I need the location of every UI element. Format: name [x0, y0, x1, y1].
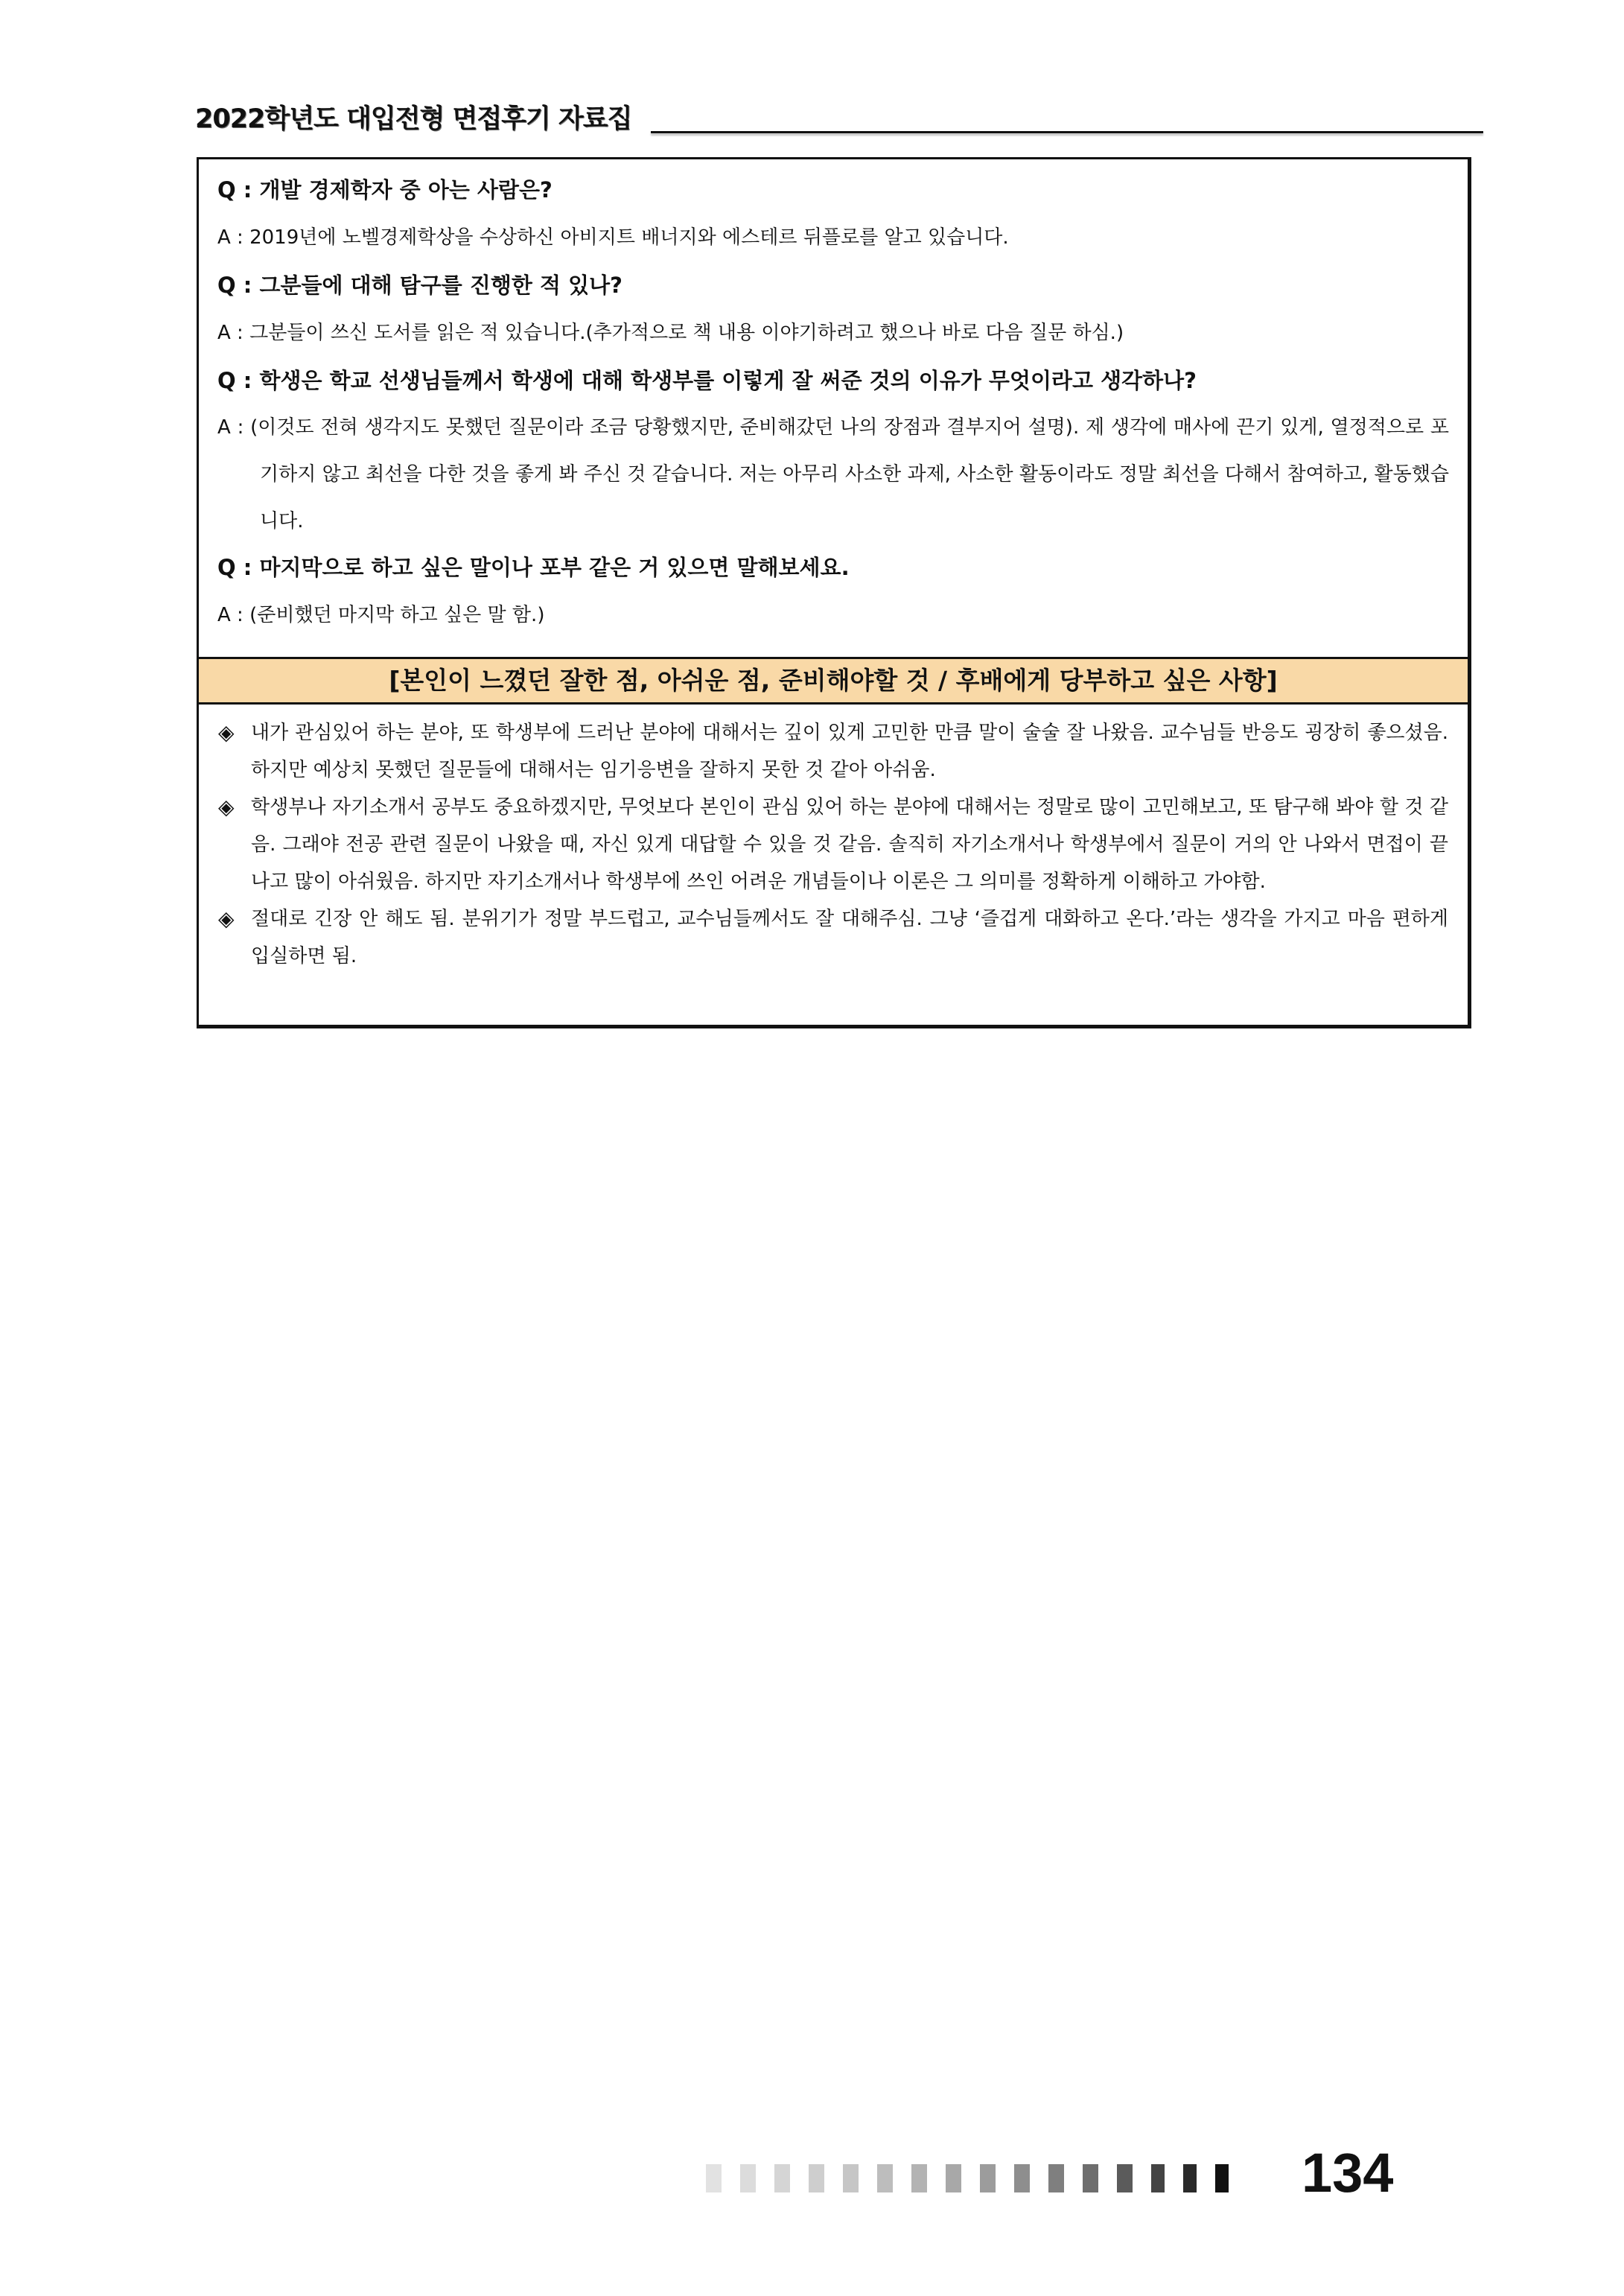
summary-heading: [본인이 느꼈던 잘한 점, 아쉬운 점, 준비해야할 것 / 후배에게 당부하고 싶은 사항]: [199, 659, 1468, 705]
footer-block: [1117, 2164, 1133, 2192]
footer-block: [843, 2164, 859, 2192]
footer-block: [911, 2164, 927, 2192]
summary-item-text: 학생부나 자기소개서 공부도 중요하겠지만, 무엇보다 본인이 관심 있어 하는 분야에 대해서는 정말로 많이 고민해보고, 또 탐구해 봐야 할 것 같음. 그래야 전공 관련 질문이 나왔을 때, 자신 있게 대답할 수 있을 것 같음. 솔직히 자기소개서나 학생부에서 질문이 거의 안 나와서 면접이 끝나고 많이 아쉬웠음. 하지만 자기소개서나 학생부에 쓰인 어려운 개념들이나 이론은 그 의미를 정확하게 이해하고 가야함.: [251, 796, 1448, 893]
footer-block: [1183, 2164, 1197, 2192]
summary-item-text: 내가 관심있어 하는 분야, 또 학생부에 드러난 분야에 대해서는 깊이 있게 고민한 만큼 말이 술술 잘 나왔음. 교수님들 반응도 굉장히 좋으셨음. 하지만 예상치 못했던 질문들에 대해서는 임기응변을 잘하지 못한 것 같아 아쉬움.: [251, 722, 1448, 781]
page-number: 134: [1302, 2142, 1394, 2204]
page-header: [195, 95, 1483, 137]
footer-block: [706, 2164, 722, 2192]
summary-item-text: 절대로 긴장 안 해도 됨. 분위기가 정말 부드럽고, 교수님들께서도 잘 대해주심. 그냥 ‘즐겁게 대화하고 온다.’라는 생각을 가지고 마음 편하게 입실하면 됨.: [251, 908, 1448, 967]
gradient-block-bar: [706, 2164, 1229, 2192]
question-4: Q : 마지막으로 하고 싶은 말이나 포부 같은 거 있으면 말해보세요.: [217, 555, 850, 580]
diamond-bullet-icon: ◈: [218, 720, 235, 745]
footer-block: [809, 2164, 824, 2192]
summary-list: [218, 714, 1448, 975]
footer-block: [1014, 2164, 1030, 2192]
question-2: Q : 그분들에 대해 탐구를 진행한 적 있나?: [217, 273, 622, 298]
answer-3: A : (이것도 전혀 생각지도 못했던 질문이라 조금 당황했지만, 준비해갔던 나의 장점과 결부지어 설명). 제 생각에 매사에 끈기 있게, 열정적으로 포기하지 않고 최선을 다한 것을 좋게 봐 주신 것 같습니다. 저는 아무리 사소한 과제, 사소한 활동이라도 정말 최선을 다해서 참여하고, 활동했습니다.: [217, 416, 1449, 532]
footer-block: [1083, 2164, 1098, 2192]
diamond-bullet-icon: ◈: [218, 906, 235, 931]
summary-item: [218, 789, 1448, 900]
footer-block: [877, 2164, 893, 2192]
answer-4: A : (준비했던 마지막 하고 싶은 말 함.): [217, 604, 545, 626]
summary-item: [218, 900, 1448, 975]
footer-block: [774, 2164, 790, 2192]
interview-box: [197, 157, 1471, 1028]
footer-block: [946, 2164, 961, 2192]
header-rule: [651, 131, 1483, 133]
footer-block: [1151, 2164, 1165, 2192]
footer-block: [1048, 2164, 1064, 2192]
answer-1: A : 2019년에 노벨경제학상을 수상하신 아비지트 배너지와 에스테르 뒤플로를 알고 있습니다.: [217, 226, 1009, 249]
summary-item: [218, 714, 1448, 789]
footer-block: [980, 2164, 996, 2192]
footer-block: [1215, 2164, 1229, 2192]
qa-section: [199, 159, 1468, 665]
question-3: Q : 학생은 학교 선생님들께서 학생에 대해 학생부를 이렇게 잘 써준 것의 이유가 무엇이라고 생각하나?: [217, 368, 1197, 393]
footer-block: [740, 2164, 756, 2192]
diamond-bullet-icon: ◈: [218, 795, 235, 819]
document-title: 2022학년도 대입전형 면접후기 자료집: [195, 104, 632, 134]
answer-2: A : 그분들이 쓰신 도서를 읽은 적 있습니다.(추가적으로 책 내용 이야기하려고 했으나 바로 다음 질문 하심.): [217, 322, 1124, 344]
question-1: Q : 개발 경제학자 중 아는 사람은?: [217, 177, 553, 203]
page-footer: [706, 2143, 1451, 2203]
